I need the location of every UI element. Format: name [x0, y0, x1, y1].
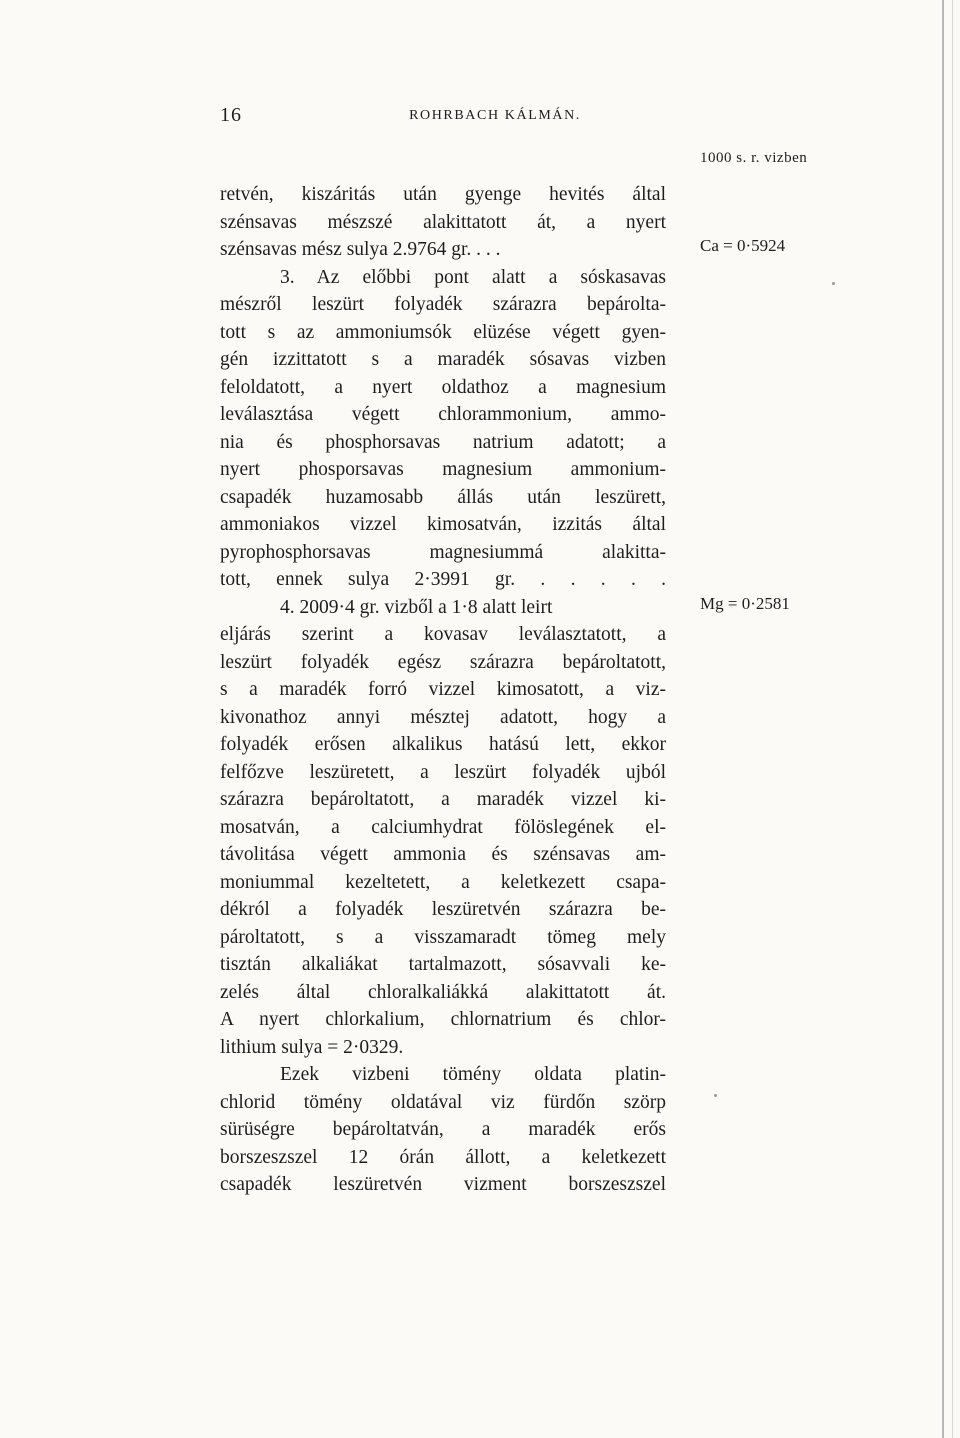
- text-line: A nyert chlorkalium, chlornatrium és chlor-: [220, 1009, 666, 1030]
- text-line: tott s az ammoniumsók elüzése végett gyen-: [220, 321, 666, 343]
- body-text: [220, 181, 666, 1199]
- ink-speck: [714, 1094, 717, 1097]
- text-line: folyadék erősen alkalikus hatású lett, ekkor: [220, 734, 666, 755]
- text-line: 4. 2009·4 gr. vizből a 1·8 alatt leirt: [280, 596, 553, 618]
- text-line: gén izzittatott s a maradék sósavas vizben: [220, 349, 666, 370]
- text-line: borszeszszel 12 órán állott, a keletkezett: [220, 1146, 666, 1168]
- text-line: szénsavas mész sulya 2.9764 gr. . . .: [220, 239, 501, 260]
- text-line: pároltatott, s a visszamaradt tömeg mely: [220, 926, 666, 948]
- text-line: zelés által chloralkaliákká alakittatott át.: [220, 981, 666, 1003]
- text-line: szénsavas mészszé alakittatott át, a nyert: [220, 211, 666, 233]
- text-line: kivonathoz annyi mésztej adatott, hogy a: [220, 706, 666, 728]
- text-line: retvén, kiszáritás után gyenge hevités által: [220, 184, 666, 205]
- page-header: [0, 104, 942, 134]
- text-line: csapadék leszüretvén vizment borszeszszel: [220, 1174, 666, 1195]
- page-edge-line: [952, 0, 953, 1438]
- running-head: ROHRBACH KÁLMÁN.: [409, 108, 581, 123]
- text-line: chlorid tömény oldatával viz fürdőn szörp: [220, 1091, 666, 1113]
- text-line: szárazra bepároltatott, a maradék vizzel ki-: [220, 789, 666, 810]
- text-line: s a maradék forró vizzel kimosatott, a viz-: [220, 679, 666, 700]
- text-line: lithium sulya = 2·0329.: [220, 1036, 404, 1058]
- text-line: pyrophosphorsavas magnesiummá alakitta-: [220, 541, 666, 563]
- text-line: feloldatott, a nyert oldathoz a magnesium: [220, 376, 666, 398]
- text-line: tott, ennek sulya 2·3991 gr. . . . . .: [220, 569, 666, 590]
- text-line: 3. Az előbbi pont alatt a sóskasavas: [280, 266, 666, 288]
- ink-speck: [832, 282, 835, 285]
- text-line: távolitása végett ammonia és szénsavas am-: [220, 844, 666, 865]
- text-line: nia és phosphorsavas natrium adatott; a: [220, 431, 666, 453]
- text-line: dékról a folyadék leszüretvén szárazra be-: [220, 899, 666, 920]
- text-line: moniummal kezeltetett, a keletkezett csapa-: [220, 871, 666, 893]
- page-edge-shadow: [942, 0, 944, 1438]
- result-magnesium: Mg = 0·2581: [700, 594, 790, 613]
- text-line: leszürt folyadék egész szárazra bepároltatott,: [220, 651, 666, 673]
- text-line: eljárás szerint a kovasav leválasztatott, a: [220, 624, 666, 645]
- page-number: 16: [220, 104, 242, 126]
- result-calcium: Ca = 0·5924: [700, 236, 786, 255]
- text-line: tisztán alkaliákat tartalmazott, sósavvali ke-: [220, 954, 666, 975]
- text-line: mosatván, a calciumhydrat fölöslegének el-: [220, 816, 666, 838]
- text-line: csapadék huzamosabb állás után leszürett,: [220, 486, 666, 508]
- text-line: mészről leszürt folyadék szárazra bepárolta-: [220, 294, 666, 315]
- text-line: sürüségre bepároltatván, a maradék erős: [220, 1119, 666, 1140]
- text-line: Ezek vizbeni tömény oldata platin-: [280, 1064, 666, 1085]
- text-line: ammoniakos vizzel kimosatván, izzitás által: [220, 514, 666, 535]
- text-line: felfőzve leszüretett, a leszürt folyadék ujból: [220, 761, 666, 783]
- unit-note: 1000 s. r. vizben: [700, 150, 808, 166]
- text-line: leválasztása végett chlorammonium, ammo-: [220, 404, 666, 425]
- text-line: nyert phosporsavas magnesium ammonium-: [220, 459, 666, 480]
